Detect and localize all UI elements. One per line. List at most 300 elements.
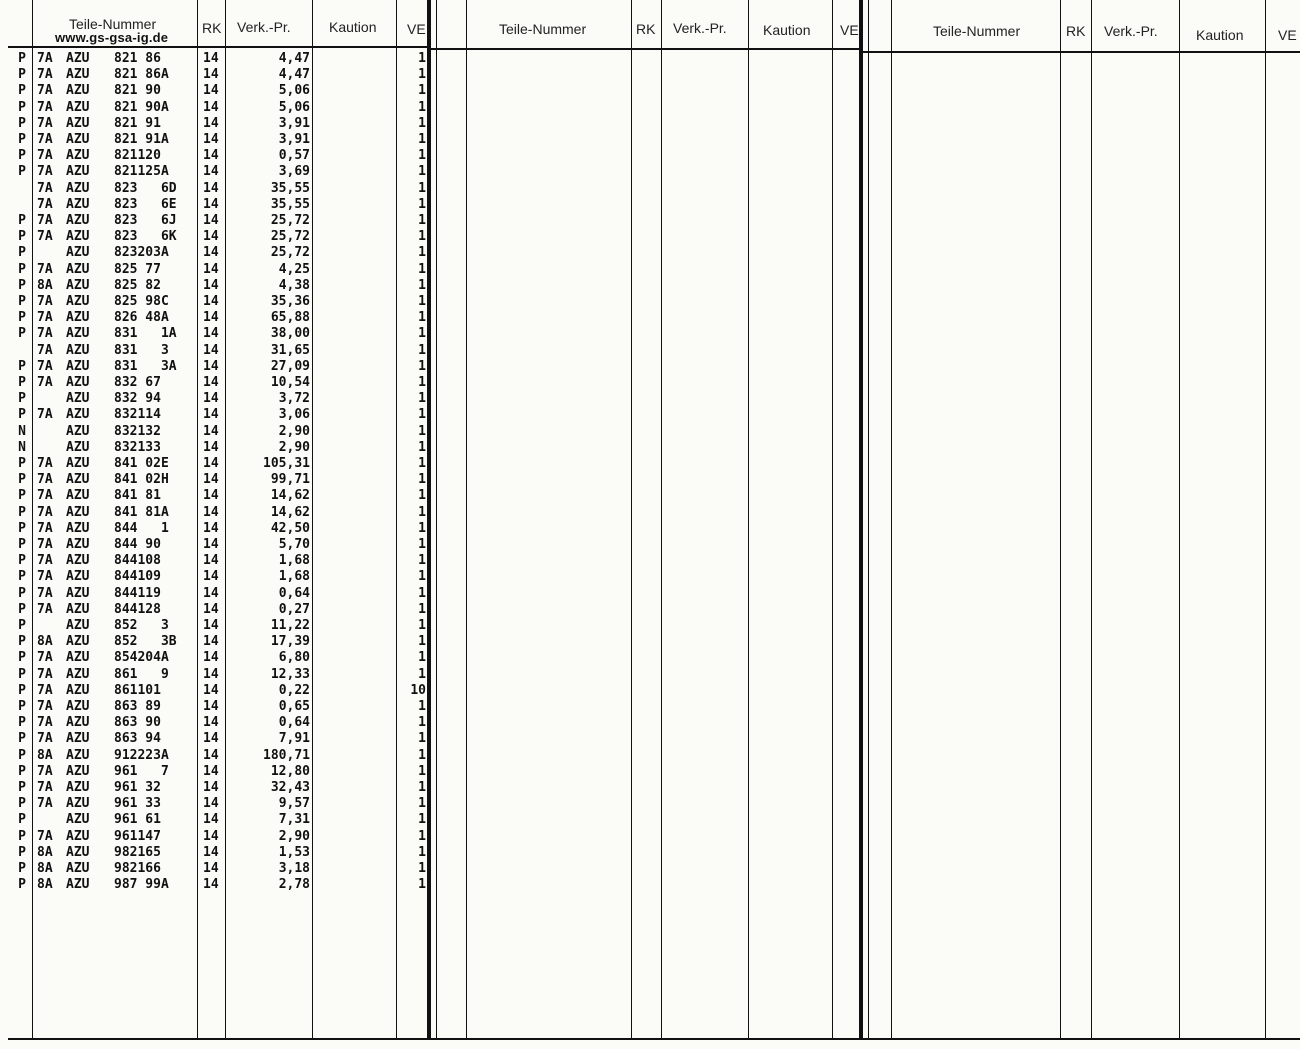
row-rk: 14 [203, 569, 219, 585]
row-part-number: 854204A [114, 650, 169, 666]
row-ve: 10 [410, 682, 426, 698]
row-rk: 14 [203, 877, 219, 893]
col-divider [466, 0, 467, 1040]
row-ve: 1 [418, 812, 426, 828]
row-flag: P [18, 715, 26, 731]
row-flag: P [18, 634, 26, 650]
row-part-number: 821 90A [114, 99, 169, 115]
table-row [0, 586, 430, 602]
row-prefix: 7A [37, 326, 53, 342]
row-ve: 1 [418, 650, 426, 666]
row-flag: P [18, 115, 26, 131]
row-flag: P [18, 780, 26, 795]
row-price: 3,18 [278, 861, 310, 876]
row-flag: P [18, 83, 26, 99]
row-flag: P [18, 67, 26, 83]
row-part-number: 821 86 [114, 51, 161, 66]
table-row [0, 262, 430, 278]
row-part-number: 987 99A [114, 877, 169, 893]
row-part-number: 961 32 [114, 780, 161, 795]
row-price: 180,71 [263, 747, 310, 763]
row-azu: AZU [66, 148, 90, 164]
row-rk: 14 [203, 699, 219, 714]
row-flag: P [18, 456, 26, 471]
row-ve: 1 [418, 180, 426, 196]
table-row [0, 343, 430, 359]
table-row [0, 326, 430, 342]
row-rk: 14 [203, 456, 219, 471]
row-price: 3,91 [278, 115, 310, 131]
row-rk: 14 [203, 391, 219, 407]
table-row [0, 812, 430, 828]
row-ve: 1 [418, 747, 426, 763]
row-prefix: 7A [37, 520, 53, 536]
row-part-number: 912223A [114, 747, 169, 763]
row-price: 65,88 [270, 310, 310, 326]
row-rk: 14 [203, 715, 219, 731]
row-part-number: 821125A [114, 164, 169, 180]
row-rk: 14 [203, 115, 219, 131]
row-part-number: 832 94 [114, 391, 161, 407]
table-row [0, 424, 430, 440]
row-ve: 1 [418, 310, 426, 326]
row-ve: 1 [418, 342, 426, 358]
row-price: 1,68 [278, 553, 310, 569]
row-prefix: 7A [37, 456, 53, 471]
row-price: 35,36 [270, 294, 310, 309]
row-rk: 14 [203, 828, 219, 844]
row-rk: 14 [203, 294, 219, 309]
row-azu: AZU [66, 196, 90, 212]
table-row [0, 715, 430, 731]
row-ve: 1 [418, 196, 426, 212]
row-rk: 14 [203, 439, 219, 455]
row-prefix: 7A [37, 83, 53, 99]
row-part-number: 982165 [114, 844, 161, 860]
row-ve: 1 [418, 67, 426, 83]
table-row [0, 67, 430, 83]
row-ve: 1 [418, 601, 426, 617]
row-ve: 1 [418, 828, 426, 844]
row-azu: AZU [66, 747, 90, 763]
header-rk-2: RK [636, 21, 656, 37]
row-prefix: 8A [37, 277, 53, 293]
row-part-number: 852 3B [114, 634, 177, 650]
table-row [0, 521, 430, 537]
row-rk: 14 [203, 358, 219, 374]
row-azu: AZU [66, 828, 90, 844]
row-ve: 1 [418, 472, 426, 488]
row-rk: 14 [203, 277, 219, 293]
row-price: 5,70 [278, 537, 310, 552]
col-divider [868, 0, 869, 1040]
table-row [0, 602, 430, 618]
row-flag: P [18, 844, 26, 860]
row-price: 105,31 [263, 456, 310, 471]
col-divider [832, 0, 833, 1040]
website-url: www.gs-gsa-ig.de [55, 30, 169, 45]
row-azu: AZU [66, 682, 90, 698]
row-part-number: 825 82 [114, 277, 161, 293]
row-ve: 1 [418, 763, 426, 779]
row-azu: AZU [66, 796, 90, 812]
row-ve: 1 [418, 375, 426, 390]
row-price: 9,57 [278, 796, 310, 812]
row-price: 7,91 [278, 731, 310, 747]
row-ve: 1 [418, 861, 426, 876]
row-flag: P [18, 132, 26, 147]
col-divider [661, 0, 662, 1040]
table-row [0, 780, 430, 796]
row-flag: P [18, 699, 26, 714]
row-flag: P [18, 796, 26, 812]
row-price: 4,47 [278, 51, 310, 66]
row-price: 4,47 [278, 67, 310, 83]
row-rk: 14 [203, 229, 219, 245]
row-flag: P [18, 51, 26, 66]
row-part-number: 844 1 [114, 520, 169, 536]
row-flag: P [18, 569, 26, 585]
row-azu: AZU [66, 391, 90, 407]
row-rk: 14 [203, 180, 219, 196]
row-rk: 14 [203, 601, 219, 617]
row-price: 27,09 [270, 358, 310, 374]
row-prefix: 7A [37, 196, 53, 212]
row-ve: 1 [418, 132, 426, 147]
row-ve: 1 [418, 456, 426, 471]
row-rk: 14 [203, 83, 219, 99]
row-prefix: 7A [37, 261, 53, 277]
row-part-number: 832132 [114, 423, 161, 439]
row-ve: 1 [418, 618, 426, 633]
table-row [0, 569, 430, 585]
row-ve: 1 [418, 229, 426, 245]
row-prefix: 7A [37, 537, 53, 552]
row-price: 5,06 [278, 99, 310, 115]
row-price: 0,27 [278, 601, 310, 617]
row-rk: 14 [203, 844, 219, 860]
row-ve: 1 [418, 245, 426, 261]
header-rule-2 [430, 48, 862, 50]
table-row [0, 51, 430, 67]
table-row [0, 618, 430, 634]
row-rk: 14 [203, 618, 219, 633]
row-azu: AZU [66, 650, 90, 666]
row-flag: P [18, 245, 26, 261]
row-rk: 14 [203, 634, 219, 650]
table-row [0, 197, 430, 213]
row-flag: P [18, 472, 26, 488]
table-row [0, 359, 430, 375]
row-rk: 14 [203, 51, 219, 66]
header-rk-3: RK [1066, 23, 1086, 39]
row-azu: AZU [66, 261, 90, 277]
row-part-number: 844 90 [114, 537, 161, 552]
header-rule-1 [8, 46, 430, 48]
row-part-number: 961 7 [114, 763, 169, 779]
row-rk: 14 [203, 132, 219, 147]
row-price: 0,64 [278, 585, 310, 601]
row-part-number: 861101 [114, 682, 161, 698]
row-flag: P [18, 261, 26, 277]
row-price: 3,72 [278, 391, 310, 407]
row-ve: 1 [418, 731, 426, 747]
row-part-number: 823 6D [114, 180, 177, 196]
row-flag: P [18, 828, 26, 844]
row-prefix: 7A [37, 569, 53, 585]
row-part-number: 831 3A [114, 358, 177, 374]
row-azu: AZU [66, 569, 90, 585]
row-price: 1,53 [278, 844, 310, 860]
row-flag: P [18, 682, 26, 698]
row-price: 0,57 [278, 148, 310, 164]
row-flag: N [18, 439, 26, 455]
row-part-number: 821 91A [114, 132, 169, 147]
table-row [0, 407, 430, 423]
row-azu: AZU [66, 375, 90, 390]
row-rk: 14 [203, 666, 219, 682]
row-prefix: 7A [37, 115, 53, 131]
row-prefix: 7A [37, 407, 53, 423]
row-prefix: 7A [37, 731, 53, 747]
row-rk: 14 [203, 585, 219, 601]
row-flag: P [18, 601, 26, 617]
row-flag: P [18, 553, 26, 569]
row-prefix: 7A [37, 650, 53, 666]
row-azu: AZU [66, 520, 90, 536]
row-azu: AZU [66, 699, 90, 714]
row-price: 11,22 [270, 618, 310, 633]
row-price: 2,90 [278, 828, 310, 844]
row-azu: AZU [66, 618, 90, 633]
row-flag: P [18, 763, 26, 779]
row-prefix: 7A [37, 699, 53, 714]
row-ve: 1 [418, 699, 426, 714]
row-flag: P [18, 488, 26, 504]
row-flag: P [18, 277, 26, 293]
row-flag: N [18, 423, 26, 439]
row-prefix: 8A [37, 634, 53, 650]
row-ve: 1 [418, 277, 426, 293]
row-price: 14,62 [270, 504, 310, 520]
row-price: 0,22 [278, 682, 310, 698]
row-part-number: 844108 [114, 553, 161, 569]
row-price: 2,90 [278, 439, 310, 455]
row-azu: AZU [66, 67, 90, 83]
row-ve: 1 [418, 504, 426, 520]
header-rk-1: RK [202, 20, 222, 36]
row-part-number: 841 81A [114, 504, 169, 520]
row-azu: AZU [66, 763, 90, 779]
row-price: 12,33 [270, 666, 310, 682]
row-flag: P [18, 148, 26, 164]
row-prefix: 7A [37, 213, 53, 228]
row-part-number: 825 98C [114, 294, 169, 309]
table-row [0, 683, 430, 699]
row-flag: P [18, 358, 26, 374]
row-price: 5,06 [278, 83, 310, 99]
row-price: 10,54 [270, 375, 310, 390]
col-divider [631, 0, 632, 1040]
row-azu: AZU [66, 132, 90, 147]
row-part-number: 841 81 [114, 488, 161, 504]
table-row [0, 148, 430, 164]
row-azu: AZU [66, 537, 90, 552]
row-price: 25,72 [270, 213, 310, 228]
header-preis-2: Verk.-Pr. [673, 20, 727, 36]
row-rk: 14 [203, 310, 219, 326]
row-azu: AZU [66, 342, 90, 358]
col-divider [1265, 0, 1266, 1040]
row-prefix: 7A [37, 342, 53, 358]
table-row [0, 699, 430, 715]
row-part-number: 823203A [114, 245, 169, 261]
row-price: 14,62 [270, 488, 310, 504]
header-kaution-1: Kaution [329, 19, 377, 35]
row-part-number: 832114 [114, 407, 161, 423]
row-part-number: 863 89 [114, 699, 161, 714]
row-part-number: 821 91 [114, 115, 161, 131]
table-row [0, 391, 430, 407]
table-row [0, 748, 430, 764]
row-azu: AZU [66, 407, 90, 423]
row-rk: 14 [203, 553, 219, 569]
row-price: 1,68 [278, 569, 310, 585]
row-flag: P [18, 618, 26, 633]
header-rule-3 [862, 51, 1300, 53]
row-rk: 14 [203, 423, 219, 439]
col-divider [436, 0, 437, 1040]
row-part-number: 844119 [114, 585, 161, 601]
row-price: 25,72 [270, 245, 310, 261]
row-price: 3,06 [278, 407, 310, 423]
row-ve: 1 [418, 391, 426, 407]
row-ve: 1 [418, 115, 426, 131]
row-prefix: 7A [37, 780, 53, 795]
row-prefix: 8A [37, 861, 53, 876]
row-flag: P [18, 861, 26, 876]
row-price: 0,64 [278, 715, 310, 731]
table-row [0, 472, 430, 488]
table-row [0, 845, 430, 861]
row-price: 35,55 [270, 196, 310, 212]
row-azu: AZU [66, 731, 90, 747]
row-price: 35,55 [270, 180, 310, 196]
row-flag: P [18, 99, 26, 115]
row-flag: P [18, 537, 26, 552]
header-ve-2: VE [840, 22, 859, 38]
table-row [0, 667, 430, 683]
table-row [0, 116, 430, 132]
row-ve: 1 [418, 83, 426, 99]
col-divider [891, 0, 892, 1040]
row-part-number: 832133 [114, 439, 161, 455]
row-azu: AZU [66, 164, 90, 180]
table-row [0, 488, 430, 504]
table-row [0, 213, 430, 229]
row-azu: AZU [66, 310, 90, 326]
row-part-number: 961 61 [114, 812, 161, 828]
row-price: 7,31 [278, 812, 310, 828]
row-price: 38,00 [270, 326, 310, 342]
row-price: 17,39 [270, 634, 310, 650]
row-part-number: 861 9 [114, 666, 169, 682]
row-azu: AZU [66, 277, 90, 293]
row-azu: AZU [66, 83, 90, 99]
row-flag: P [18, 504, 26, 520]
row-part-number: 821 86A [114, 67, 169, 83]
row-prefix: 7A [37, 51, 53, 66]
col-divider [1091, 0, 1092, 1040]
header-kaution-2: Kaution [763, 22, 811, 38]
row-part-number: 825 77 [114, 261, 161, 277]
row-azu: AZU [66, 439, 90, 455]
row-ve: 1 [418, 488, 426, 504]
row-azu: AZU [66, 666, 90, 682]
row-price: 99,71 [270, 472, 310, 488]
row-prefix: 7A [37, 132, 53, 147]
table-row [0, 634, 430, 650]
row-azu: AZU [66, 634, 90, 650]
row-rk: 14 [203, 213, 219, 228]
row-flag: P [18, 164, 26, 180]
row-ve: 1 [418, 666, 426, 682]
row-price: 3,91 [278, 132, 310, 147]
row-part-number: 852 3 [114, 618, 169, 633]
row-price: 3,69 [278, 164, 310, 180]
row-part-number: 831 1A [114, 326, 177, 342]
row-azu: AZU [66, 294, 90, 309]
row-flag: P [18, 520, 26, 536]
row-ve: 1 [418, 553, 426, 569]
row-azu: AZU [66, 423, 90, 439]
row-part-number: 831 3 [114, 342, 169, 358]
row-azu: AZU [66, 245, 90, 261]
row-flag: P [18, 294, 26, 309]
row-flag: P [18, 229, 26, 245]
row-price: 31,65 [270, 342, 310, 358]
row-rk: 14 [203, 780, 219, 795]
row-rk: 14 [203, 245, 219, 261]
row-ve: 1 [418, 537, 426, 552]
row-rk: 14 [203, 196, 219, 212]
row-rk: 14 [203, 407, 219, 423]
row-prefix: 7A [37, 99, 53, 115]
row-ve: 1 [418, 213, 426, 228]
row-flag: P [18, 407, 26, 423]
table-row [0, 83, 430, 99]
panel-divider [859, 0, 863, 1040]
row-part-number: 823 6K [114, 229, 177, 245]
row-rk: 14 [203, 164, 219, 180]
row-azu: AZU [66, 844, 90, 860]
col-divider [1060, 0, 1061, 1040]
row-prefix: 7A [37, 472, 53, 488]
row-flag: P [18, 812, 26, 828]
row-azu: AZU [66, 861, 90, 876]
row-part-number: 823 6J [114, 213, 177, 228]
row-part-number: 982166 [114, 861, 161, 876]
row-azu: AZU [66, 326, 90, 342]
row-part-number: 844128 [114, 601, 161, 617]
row-flag: P [18, 326, 26, 342]
row-rk: 14 [203, 375, 219, 390]
row-part-number: 821120 [114, 148, 161, 164]
row-ve: 1 [418, 51, 426, 66]
row-rk: 14 [203, 812, 219, 828]
row-part-number: 841 02E [114, 456, 169, 471]
row-ve: 1 [418, 569, 426, 585]
